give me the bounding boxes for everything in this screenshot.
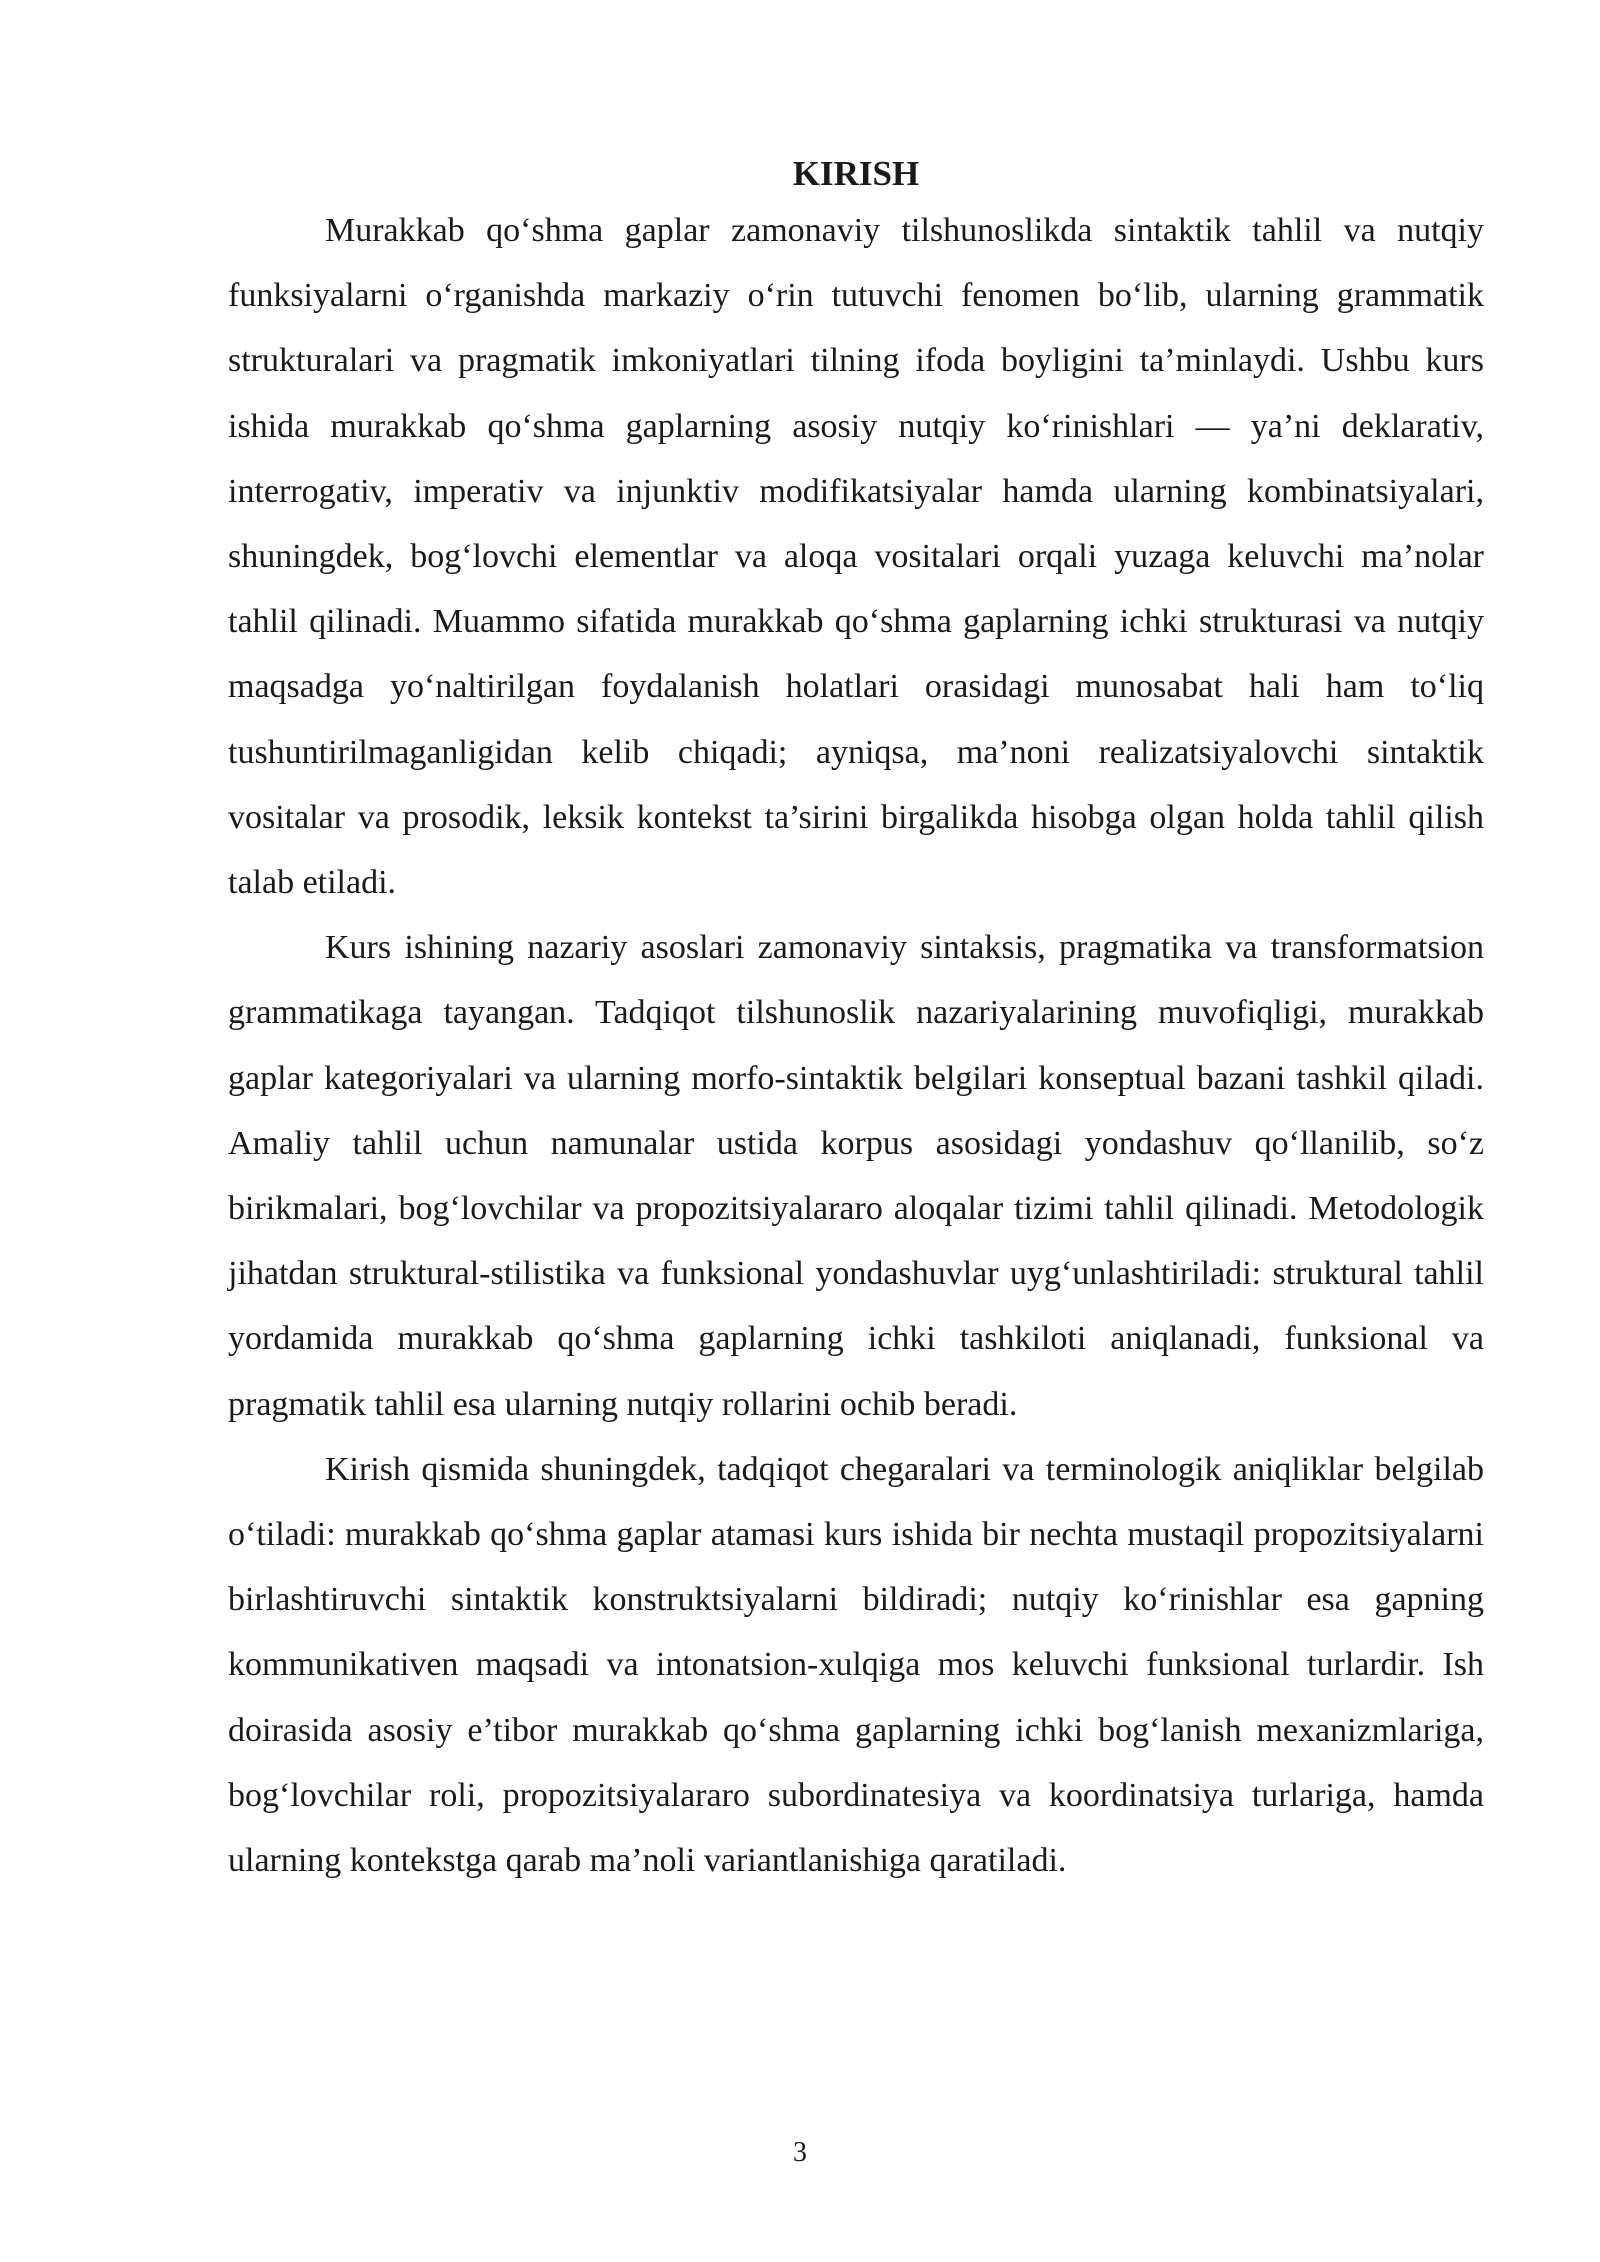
paragraph-3: Kirish qismida shuningdek, tadqiqot chegaralari va terminologik aniqliklar belgilab o‘tiladi: murakkab qo‘shma gaplar atamasi kurs ishida bir nechta mustaqil propozitsiyalarni birlashtiruvchi sintaktik konstruktsiyalarni bildiradi; nutqiy ko‘rinishlar esa gapning kommunikativen maqsadi va intonatsion-xulqiga mos keluvchi funksional turlardir. Ish doirasida asosiy e’tibor murakkab qo‘shma gaplarning ichki bog‘lanish mexanizmlariga, bog‘lovchilar roli, propozitsiyalararo subordinatesiya va koordinatsiya turlariga, hamda ularning kontekstga qarab ma’noli variantlanishiga qaratiladi. [228, 1450, 1484, 1880]
page-number: 3 [793, 2137, 807, 2168]
section-heading: KIRISH [792, 154, 920, 193]
paragraph-1: Murakkab qo‘shma gaplar zamonaviy tilshunoslikda sintaktik tahlil va nutqiy funksiyalarni o‘rganishda markaziy o‘rin tutuvchi fenomen bo‘lib, ularning grammatik strukturalari va pragmatik imkoniyatlari tilning ifoda boyligini ta’minlaydi. Ushbu kurs ishida murakkab qo‘shma gaplarning asosiy nutqiy ko‘rinishlari — ya’ni deklarativ, interrogativ, imperativ va injunktiv modifikatsiyalar hamda ularning kombinatsiyalari, shuningdek, bog‘lovchi elementlar va aloqa vositalari orqali yuzaga keluvchi ma’nolar tahlil qilinadi. Muammo sifatida murakkab qo‘shma gaplarning ichki strukturasi va nutqiy maqsadga yo‘naltirilgan foydalanish holatlari orasidagi munosabat hali ham to‘liq tushuntirilmaganligidan kelib chiqadi; ayniqsa, ma’noni realizatsiyalovchi sintaktik vositalar va prosodik, leksik kontekst ta’sirini birgalikda hisobga olgan holda tahlil qilish talab etiladi. [228, 212, 1484, 902]
page-body [228, 150, 1484, 1893]
paragraph-2: Kurs ishining nazariy asoslari zamonaviy sintaksis, pragmatika va transformatsion grammatikaga tayangan. Tadqiqot tilshunoslik nazariyalarining muvofiqligi, murakkab gaplar kategoriyalari va ularning morfo-sintaktik belgilari konseptual bazani tashkil qiladi. Amaliy tahlil uchun namunalar ustida korpus asosidagi yondashuv qo‘llanilib, so‘z birikmalari, bog‘lovchilar va propozitsiyalararo aloqalar tizimi tahlil qilinadi. Metodologik jihatdan struktural-stilistika va funksional yondashuvlar uyg‘unlashtiriladi: struktural tahlil yordamida murakkab qo‘shma gaplarning ichki tashkiloti aniqlanadi, funksional va pragmatik tahlil esa ularning nutqiy rollarini ochib beradi. [228, 929, 1484, 1423]
